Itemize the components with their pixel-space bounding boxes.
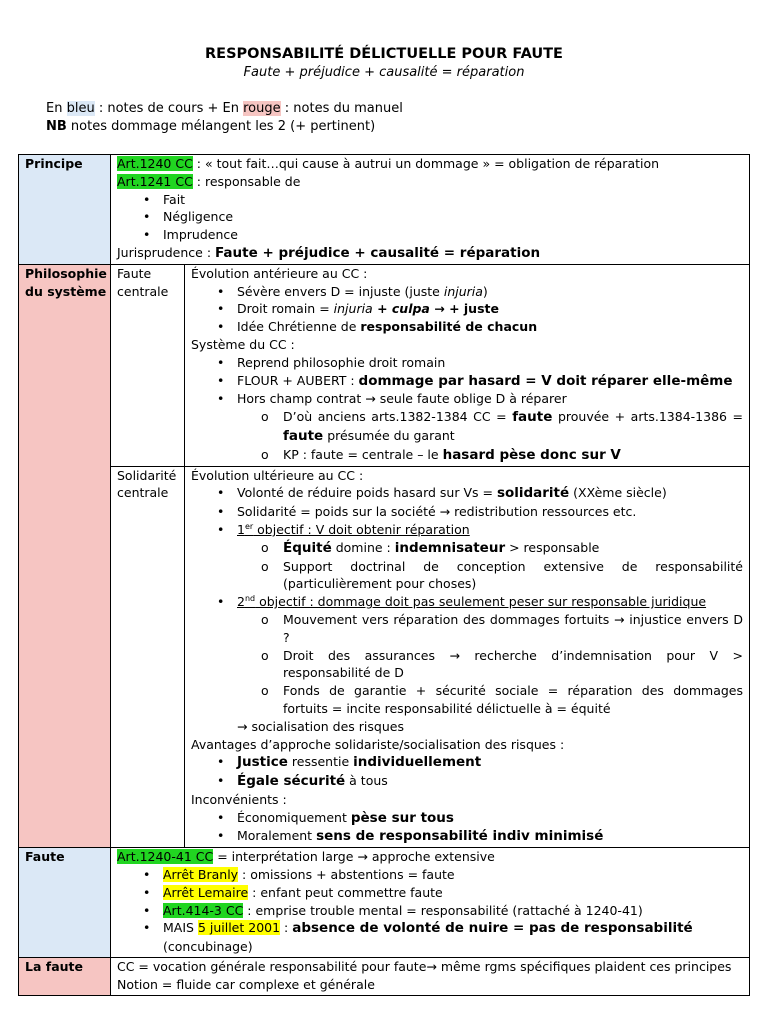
text: Évolution antérieure au CC : bbox=[191, 265, 368, 281]
text: : notes du manuel bbox=[280, 101, 403, 116]
row-label-principe: Principe bbox=[19, 155, 111, 265]
intro-line-2 bbox=[46, 118, 726, 136]
row-label-la-faute: La faute bbox=[19, 958, 111, 996]
sub-list-item: o D’où anciens arts.1382-1384 CC = faute prouvée + arts.1384-1386 = faute présumée du garant bbox=[191, 408, 749, 446]
list-item: • FLOUR + AUBERT : dommage par hasard = V doit réparer elle-même bbox=[191, 372, 749, 391]
text: : notes de cours + En bbox=[94, 101, 244, 116]
right-arrow-icon: → bbox=[357, 849, 368, 865]
intro-notes bbox=[46, 100, 726, 136]
notes-table bbox=[18, 154, 750, 996]
rouge-label: rouge bbox=[243, 101, 281, 116]
faute-centrale-content bbox=[185, 264, 750, 466]
list-item: • Art.414-3 CC : emprise trouble mental = responsabilité (rattaché à 1240-41) bbox=[117, 902, 749, 920]
faute-content: Art.1240-41 CC = interprétation large → approche extensive • Arrêt Branly : omissions + abstentions = faute • Arrêt Lemaire : enfant peut commettre faute • Art.414-3 CC : emprise trouble mental = responsabilité (rattaché à 1240-41) • MAIS 5 juillet 2001 : absence de volonté de nuire = pas de responsabilité (concubinage) bbox=[111, 848, 750, 958]
sub-label-faute-centrale: Faute centrale bbox=[111, 264, 185, 466]
list-item: • Fait bbox=[117, 191, 749, 209]
table-row-philosophie-faute bbox=[19, 264, 750, 466]
list-item: • Arrêt Lemaire : enfant peut commettre faute bbox=[117, 884, 749, 902]
text: En bbox=[46, 101, 67, 116]
text: Inconvénients : bbox=[191, 791, 287, 807]
sub-list-item: o KP : faute = centrale – le hasard pèse donc sur V bbox=[191, 446, 749, 465]
list-item: • Égale sécurité à tous bbox=[191, 772, 749, 791]
list-item: • Droit romain = injuria + culpa → + juste bbox=[191, 300, 749, 318]
list-item: • Volonté de réduire poids hasard sur Vs = solidarité (XXème siècle) bbox=[191, 484, 749, 503]
article-ref: Art.1241 CC bbox=[117, 173, 193, 189]
sub-list-item: o Droit des assurances → recherche d’indemnisation pour V > responsabilité de D bbox=[191, 647, 749, 683]
la-faute-content: CC = vocation générale responsabilité pour faute→ même rgms spécifiques plaident ces principes Notion = fluide car complexe et générale bbox=[111, 958, 750, 996]
list-item: • 2nd objectif : dommage doit pas seulement peser sur responsable juridique bbox=[191, 593, 749, 611]
list-item: • Arrêt Branly : omissions + abstentions = faute bbox=[117, 866, 749, 884]
row-label-philosophie: Philosophie du système bbox=[19, 264, 111, 848]
text: Faute + préjudice + causalité = réparation bbox=[215, 244, 541, 261]
right-arrow-icon: → bbox=[365, 391, 376, 407]
list-item: • 1er objectif : V doit obtenir réparation bbox=[191, 521, 749, 539]
list-item: • Imprudence bbox=[117, 226, 749, 244]
intro-line-1 bbox=[46, 100, 726, 118]
list-item: • MAIS 5 juillet 2001 : absence de volonté de nuire = pas de responsabilité (concubinage) bbox=[117, 919, 749, 956]
table-row-philosophie-solidarite bbox=[19, 466, 750, 848]
sub-list-item: o Fonds de garantie + sécurité sociale = réparation des dommages fortuits = incite responsabilité délictuelle à = équité bbox=[191, 682, 749, 718]
right-arrow-icon: → bbox=[439, 504, 451, 520]
text: : « tout fait…qui cause à autrui un dommage » = obligation de réparation bbox=[192, 156, 660, 171]
article-ref: Art.1240-41 CC bbox=[117, 849, 214, 865]
row-label-faute: Faute bbox=[19, 848, 111, 958]
list-item: • Hors champ contrat → seule faute oblige D à réparer bbox=[191, 390, 749, 408]
document-title: RESPONSABILITÉ DÉLICTUELLE POUR FAUTE bbox=[205, 46, 563, 62]
principe-content bbox=[111, 155, 750, 265]
solidarite-centrale-content bbox=[185, 466, 750, 848]
list-item: • Négligence bbox=[117, 208, 749, 226]
text: : responsable de bbox=[192, 173, 301, 189]
list-item: • Sévère envers D = injuste (juste injuria) bbox=[191, 283, 749, 301]
nb-label: NB bbox=[46, 118, 67, 134]
right-arrow-icon: → bbox=[434, 301, 445, 317]
list-item: • Solidarité = poids sur la société → redistribution ressources etc. bbox=[191, 503, 749, 521]
sub-list-item: o Équité domine : indemnisateur > responsable bbox=[191, 539, 749, 558]
sub-list-item: o Mouvement vers réparation des dommages fortuits → injustice envers D ? bbox=[191, 611, 749, 647]
list-item: • Économiquement pèse sur tous bbox=[191, 809, 749, 828]
bleu-label: bleu bbox=[66, 101, 95, 116]
right-arrow-icon: → bbox=[426, 959, 437, 975]
table-row-faute bbox=[19, 848, 750, 958]
right-arrow-icon: → bbox=[614, 611, 625, 627]
text: Évolution ultérieure au CC : bbox=[191, 467, 364, 483]
table-row-la-faute bbox=[19, 958, 750, 996]
document-subtitle: Faute + préjudice + causalité = réparation bbox=[243, 65, 525, 80]
arrow-line: → socialisation des risques bbox=[237, 718, 404, 734]
right-arrow-icon: → bbox=[449, 647, 460, 663]
right-arrow-icon: → bbox=[237, 718, 248, 734]
list-item: • Justice ressentie individuellement bbox=[191, 753, 749, 772]
article-ref: Art.1240 CC bbox=[117, 156, 193, 171]
sub-list-item: o Support doctrinal de conception extensive de responsabilité (particulièrement pour choses) bbox=[191, 558, 749, 594]
text: Notion = fluide car complexe et générale bbox=[117, 976, 375, 992]
sub-label-solidarite-centrale: Solidarité centrale bbox=[111, 466, 185, 848]
text: Système du CC : bbox=[191, 336, 295, 352]
text: Jurisprudence : bbox=[117, 244, 215, 260]
text: Avantages d’approche solidariste/socialisation des risques : bbox=[191, 736, 565, 752]
list-item: • Moralement sens de responsabilité indiv minimisé bbox=[191, 827, 749, 846]
list-item: • Reprend philosophie droit romain bbox=[191, 354, 749, 372]
list-item: • Idée Chrétienne de responsabilité de chacun bbox=[191, 318, 749, 336]
table-row-principe bbox=[19, 155, 750, 265]
text: notes dommage mélangent les 2 (+ pertinent) bbox=[66, 118, 376, 134]
